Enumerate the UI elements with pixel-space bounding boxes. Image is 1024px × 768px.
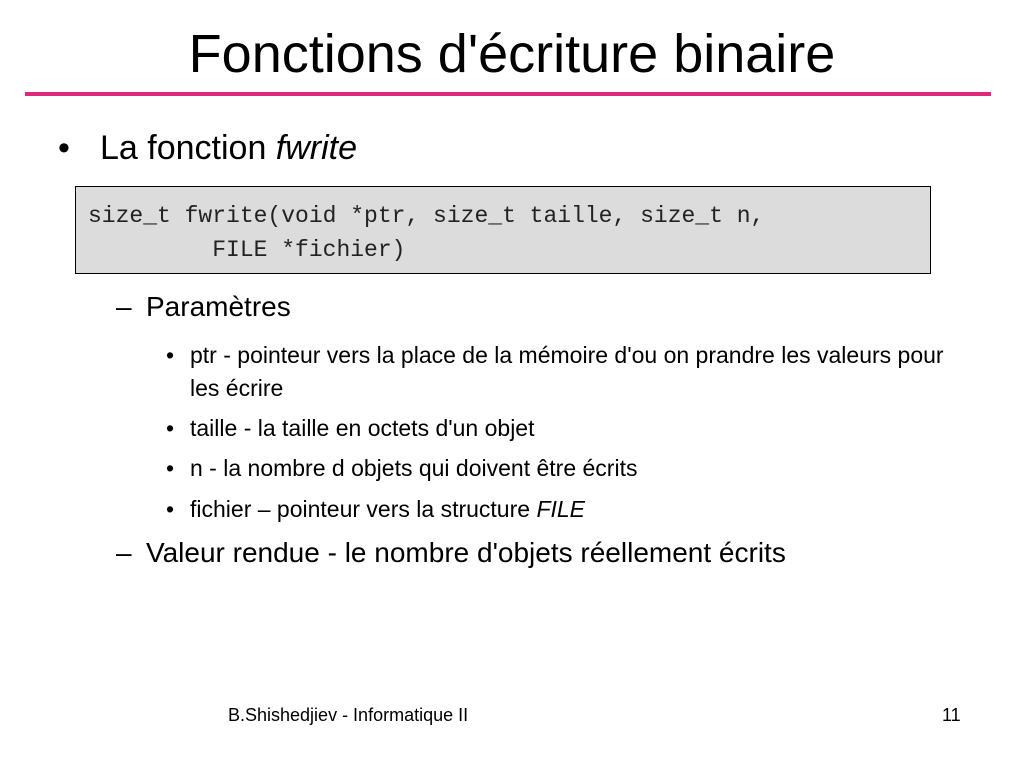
- bullet-marker: •: [166, 415, 175, 441]
- code-line-2: FILE *fichier): [88, 237, 406, 263]
- param-text: n - la nombre d objets qui doivent être écrits: [190, 455, 638, 481]
- type-name: FILE: [536, 496, 586, 522]
- footer-author: B.Shishedjiev - Informatique II: [228, 705, 469, 725]
- param-item-fichier: [166, 493, 966, 526]
- dash-marker: –: [116, 291, 132, 322]
- return-value-text: Valeur rendue - le nombre d'objets réellement écrits: [146, 537, 786, 568]
- param-text-wrap: [190, 493, 966, 526]
- title-divider: [25, 92, 991, 96]
- return-value-item: [116, 536, 786, 570]
- bullet-marker: •: [166, 455, 175, 481]
- param-item-n: [166, 452, 966, 485]
- param-text: fichier – pointeur vers la structure: [190, 496, 537, 522]
- param-item-taille: [166, 412, 966, 445]
- code-block: [75, 186, 931, 274]
- param-text: taille - la taille en octets d'un objet: [190, 415, 535, 441]
- footer-page-number: 11: [942, 705, 961, 725]
- function-name: fwrite: [275, 129, 358, 167]
- code-text: [88, 199, 764, 267]
- slide-title: Fonctions d'écriture binaire: [188, 24, 836, 84]
- bullet-marker: •: [166, 496, 175, 522]
- bullet-marker: •: [58, 129, 70, 167]
- code-line-1: size_t fwrite(void *ptr, size_t taille, size_t n,: [88, 203, 765, 229]
- bullet-text: La fonction: [100, 129, 276, 167]
- param-item-ptr: [166, 339, 966, 405]
- param-text: ptr - pointeur vers la place de la mémoire d'ou on prandre les valeurs pour les écrire: [190, 342, 944, 401]
- dash-marker: –: [116, 537, 132, 568]
- params-heading-text: Paramètres: [146, 291, 291, 322]
- bullet-fwrite: [58, 128, 357, 169]
- params-heading: [116, 290, 291, 324]
- bullet-marker: •: [166, 342, 175, 368]
